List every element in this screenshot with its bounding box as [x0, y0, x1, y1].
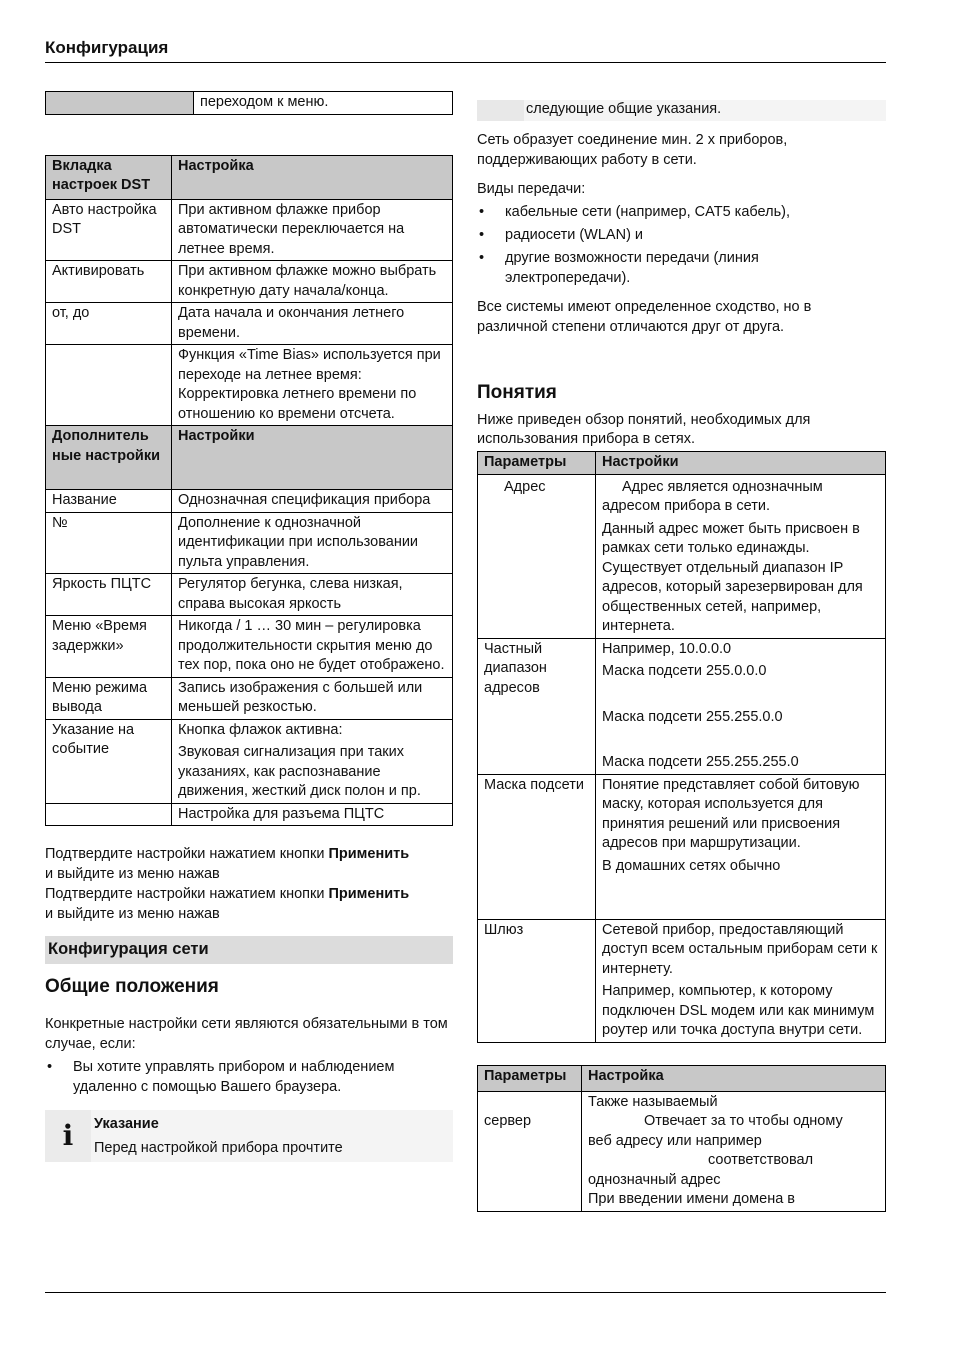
- row-label: от, до: [46, 303, 172, 345]
- network-intro: Конкретные настройки сети являются обязательными в том случае, если:: [45, 1015, 448, 1052]
- note-title: Указание: [94, 1115, 159, 1132]
- page-header-title: Конфигурация: [45, 38, 169, 57]
- row-value: Никогда / 1 … 30 мин – регулировка продолжительности скрытия меню до тех пор, пока оно не будет отображено.: [172, 616, 453, 678]
- table-row: [46, 199, 453, 261]
- note-text: Перед настройкой прибора прочтите: [94, 1139, 343, 1156]
- table-row: [46, 719, 453, 803]
- row-value: Также называемый Отвечает за то чтобы одному веб адресу или например соответствовал однозначный адрес При введении имени домена в: [582, 1091, 886, 1211]
- list-item: • другие возможности передачи (линия электропередачи).: [477, 248, 886, 288]
- dst-settings-table: [45, 155, 453, 827]
- subheader-cell: Настройки: [172, 426, 453, 490]
- row-label: Название: [46, 490, 172, 513]
- network-bullets: [45, 1057, 453, 1097]
- row-value: Запись изображения с большей или меньшей резкостью.: [172, 677, 453, 719]
- table-row: [46, 512, 453, 574]
- row-label: Авто настройка DST: [46, 199, 172, 261]
- row-value: Кнопка флажок активна: Звуковая сигнализация при таких указаниях, как распознавание движения, жесткий диск полон и пр.: [172, 719, 453, 803]
- row-label: Меню режима вывода: [46, 677, 172, 719]
- table-header-row: [478, 452, 886, 475]
- footer-rule: [45, 1292, 886, 1293]
- row-label: Шлюз: [478, 919, 596, 1042]
- table-row: [46, 261, 453, 303]
- terms-table: [477, 451, 886, 1043]
- table-row: [46, 803, 453, 826]
- row-label: Маска подсети: [478, 774, 596, 919]
- row-value: При активном флажке можно выбрать конкретную дату начала/конца.: [172, 261, 453, 303]
- server-table: [477, 1065, 886, 1212]
- heading-terms: Понятия: [477, 382, 557, 403]
- right-top-fragment: [477, 100, 886, 121]
- row-label: сервер: [478, 1091, 582, 1211]
- left-column: [45, 91, 453, 1162]
- row-value: Регулятор бегунка, слева низкая, справа высокая яркость: [172, 574, 453, 616]
- header-rule: [45, 62, 886, 63]
- row-value: Дополнение к однозначной идентификации при использовании пульта управления.: [172, 512, 453, 574]
- top-fragment-empty-cell: [46, 92, 194, 115]
- row-label: Меню «Время задержки»: [46, 616, 172, 678]
- right-column: [477, 100, 886, 1212]
- transmission-bullets: [477, 202, 886, 288]
- table-header-cell: Настройка: [582, 1065, 886, 1091]
- table-row: [46, 345, 453, 426]
- table-row: [46, 616, 453, 678]
- row-label: Частный диапазон адресов: [478, 638, 596, 774]
- table-header-cell: Настройки: [596, 452, 886, 475]
- table-row: [478, 638, 886, 774]
- row-label: Адрес: [478, 474, 596, 638]
- row-label: Яркость ПЦТС: [46, 574, 172, 616]
- top-fragment-table: [45, 91, 453, 115]
- table-row: [46, 490, 453, 513]
- row-value: Адрес является однозначным адресом прибора в сети. Данный адрес может быть присвоен в рамках сети только единажды. Существует отдельный диапазон IP адресов, который зарезервирован для общественных сетей, например, интернета.: [596, 474, 886, 638]
- row-value: Дата начала и окончания летнего времени.: [172, 303, 453, 345]
- table-row: [478, 774, 886, 919]
- row-label: №: [46, 512, 172, 574]
- row-label: Указание на событие: [46, 719, 172, 803]
- row-value: Понятие представляет собой битовую маску, которая используется для принятия решений или присвоения адресов при маршрутизации. В домашних сетях обычно: [596, 774, 886, 919]
- table-row: [46, 303, 453, 345]
- paragraph-transmission: Виды передачи:: [477, 181, 586, 197]
- table-header-cell: Параметры: [478, 452, 596, 475]
- row-value: Настройка для разъема ПЦТС: [172, 803, 453, 826]
- table-header-cell: Настройка: [172, 155, 453, 199]
- row-value: Функция «Time Bias» используется при переходе на летнее время: Корректировка летнего времени по отношению ко времени отсчета.: [172, 345, 453, 426]
- heading-general: Общие положения: [45, 975, 219, 997]
- info-icon: i: [62, 1118, 74, 1152]
- table-header-row: [46, 155, 453, 199]
- list-item: • кабельные сети (например, CAT5 кабель),: [477, 202, 886, 222]
- table-header-cell: Вкладка настроек DST: [46, 155, 172, 199]
- table-row: [478, 919, 886, 1042]
- table-header-cell: Параметры: [478, 1065, 582, 1091]
- list-item: • радиосети (WLAN) и: [477, 225, 886, 245]
- table-row: [46, 677, 453, 719]
- row-label: [46, 345, 172, 426]
- paragraph-terms-intro: Ниже приведен обзор понятий, необходимых для использования прибора в сетях.: [477, 412, 811, 447]
- confirm-paragraph: Подтвердите настройки нажатием кнопки Применить и выйдите из меню нажав Подтвердите настройки нажатием кнопки Применить и выйдите из меню нажав: [45, 846, 410, 922]
- row-value: При активном флажке прибор автоматически переключается на летнее время.: [172, 199, 453, 261]
- top-fragment-text: переходом к меню.: [194, 92, 453, 115]
- section-bar-network: Конфигурация сети: [45, 936, 453, 964]
- note-box: [45, 1110, 453, 1162]
- list-item: • Вы хотите управлять прибором и наблюдением удаленно с помощью Вашего браузера.: [45, 1057, 453, 1097]
- table-row: [478, 1091, 886, 1211]
- row-label: [46, 803, 172, 826]
- row-value: Сетевой прибор, предоставляющий доступ всем остальным приборам сети к интернету. Например, компьютер, к которому подключен DSL модем или как минимум роутер или точка доступа внутри сети.: [596, 919, 886, 1042]
- table-header-row: [478, 1065, 886, 1091]
- table-row: [46, 574, 453, 616]
- subheader-cell: Дополнитель ные настройки: [46, 426, 172, 490]
- row-value: Однозначная спецификация прибора: [172, 490, 453, 513]
- table-row: [478, 474, 886, 638]
- row-value: Например, 10.0.0.0 Маска подсети 255.0.0.0 Маска подсети 255.255.0.0 Маска подсети 255.255.255.0: [596, 638, 886, 774]
- row-label: Активировать: [46, 261, 172, 303]
- right-top-text: следующие общие указания.: [524, 100, 886, 121]
- paragraph-network: Сеть образует соединение мин. 2 х приборов, поддерживающих работу в сети.: [477, 132, 788, 168]
- paragraph-systems: Все системы имеют определенное сходство, но в различной степени отличаются друг от друга.: [477, 299, 812, 335]
- table-subheader-row: [46, 426, 453, 490]
